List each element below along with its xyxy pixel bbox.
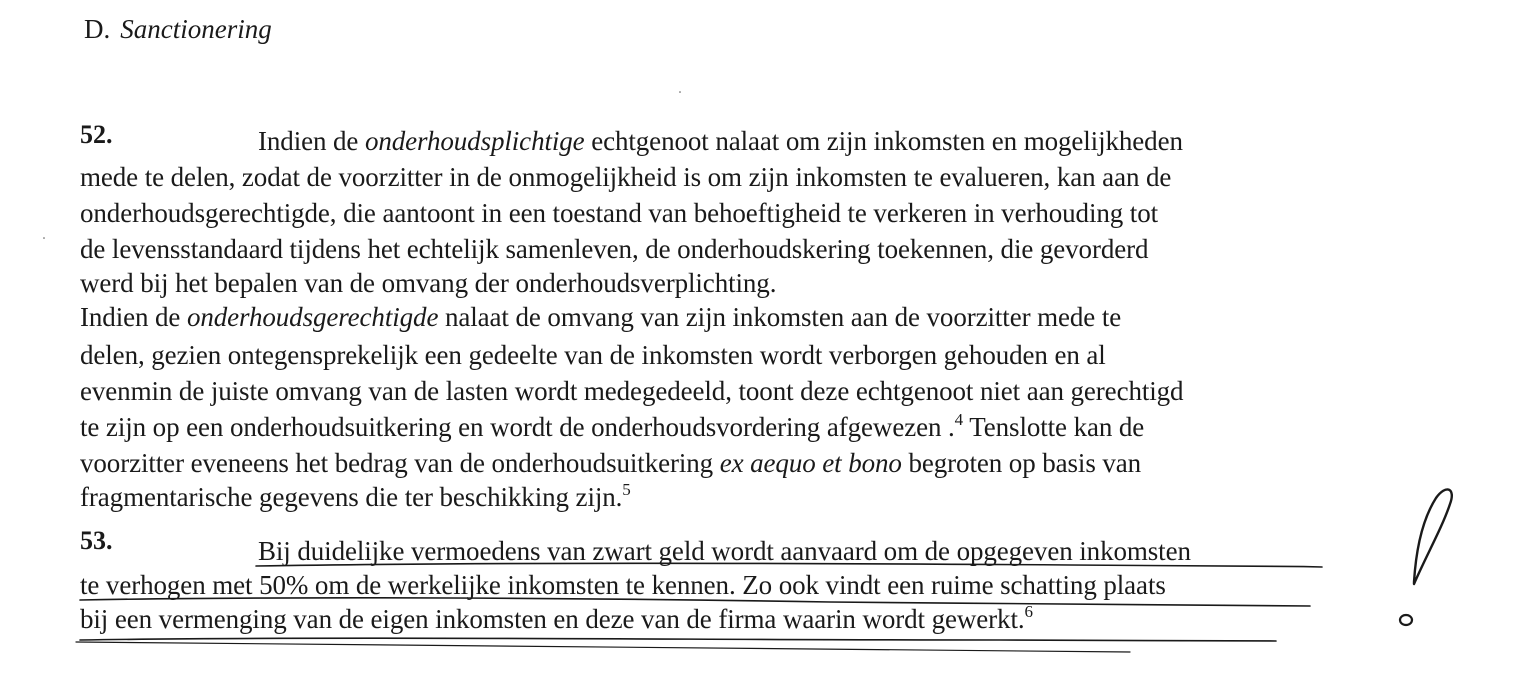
paragraph-number-53: 53.: [80, 526, 113, 555]
p52-line-1-italic: onderhoudsplichtige: [364, 126, 585, 156]
p52-line-6-text-b: nalaat de omvang van zijn inkomsten aan de voorzitter mede te: [438, 302, 1122, 332]
p52-line-9-text-a: te zijn op een onderhoudsuitkering en wordt de onderhoudsvordering afgewezen .: [80, 412, 955, 442]
p52-line-9: [80, 410, 1144, 444]
p52-line-10-italic: ex aequo et bono: [719, 448, 902, 478]
footnote-ref-6: 6: [1024, 602, 1033, 621]
p52-line-4: de levensstandaard tijdens het echtelijk samenleven, de onderhoudskering toekennen, die gevorderd: [80, 234, 1149, 264]
p52-line-11: [80, 480, 631, 514]
p52-line-11-text: fragmentarische gegevens die ter beschikking zijn.: [80, 482, 623, 512]
section-heading: [84, 12, 272, 46]
p52-line-6: [80, 300, 1121, 334]
p53-line-2: te verhogen met 50% om de werkelijke inkomsten te kennen. Zo ook vindt een ruime schatting plaats: [80, 570, 1166, 600]
p52-line-10-text-b: begroten op basis van: [901, 448, 1142, 478]
p52-line-1-text-b: echtgenoot nalaat om zijn inkomsten en mogelijkheden: [584, 126, 1183, 156]
p52-line-10-text-a: voorzitter eveneens het bedrag van de onderhoudsuitkering: [80, 448, 720, 478]
p52-line-8: evenmin de juiste omvang van de lasten wordt medegedeeld, toont deze echtgenoot niet aan gerechtigd: [80, 376, 1184, 406]
p52-line-6-italic: onderhoudsgerechtigde: [186, 302, 439, 332]
footnote-ref-5: 5: [622, 480, 631, 499]
p52-line-1: [80, 124, 1183, 158]
scan-speck: [679, 91, 681, 93]
p52-line-5: werd bij het bepalen van de omvang der onderhoudsverplichting.: [80, 268, 777, 298]
p53-line-1-text: Bij duidelijke vermoedens van zwart geld wordt aanvaard om de opgegeven inkomsten: [258, 536, 1191, 566]
underline-stroke-3: [80, 638, 1276, 641]
paragraph-number-52: 52.: [80, 120, 113, 149]
p52-line-2: mede te delen, zodat de voorzitter in de onmogelijkheid is om zijn inkomsten te evalueren, kan aan de: [80, 162, 1172, 192]
exclamation-mark-stroke: [1414, 489, 1452, 584]
p52-line-3: onderhoudsgerechtigde, die aantoont in een toestand van behoeftigheid te verkeren in verhouding tot: [80, 198, 1158, 228]
p52-line-10: [80, 446, 1141, 480]
p52-line-9-text-b: Tenslotte kan de: [963, 412, 1145, 442]
p53-line-3: [80, 602, 1033, 636]
footnote-ref-4: 4: [954, 410, 964, 429]
p52-line-7: delen, gezien ontegensprekelijk een gedeelte van de inkomsten wordt verborgen gehouden en al: [80, 340, 1106, 370]
p52-line-1-text-a: Indien de: [258, 126, 365, 156]
underline-stroke-4: [76, 642, 1130, 652]
section-title: Sanctionering: [120, 14, 272, 44]
p53-line-3-text: bij een vermenging van de eigen inkomsten en deze van de firma waarin wordt gewerkt.: [80, 604, 1025, 634]
p52-line-6-text-a: Indien de: [80, 302, 187, 332]
section-letter: D.: [84, 14, 111, 44]
exclamation-mark-dot: [1400, 615, 1412, 625]
p53-line-1: [80, 534, 1191, 568]
scan-speck: [43, 237, 45, 239]
